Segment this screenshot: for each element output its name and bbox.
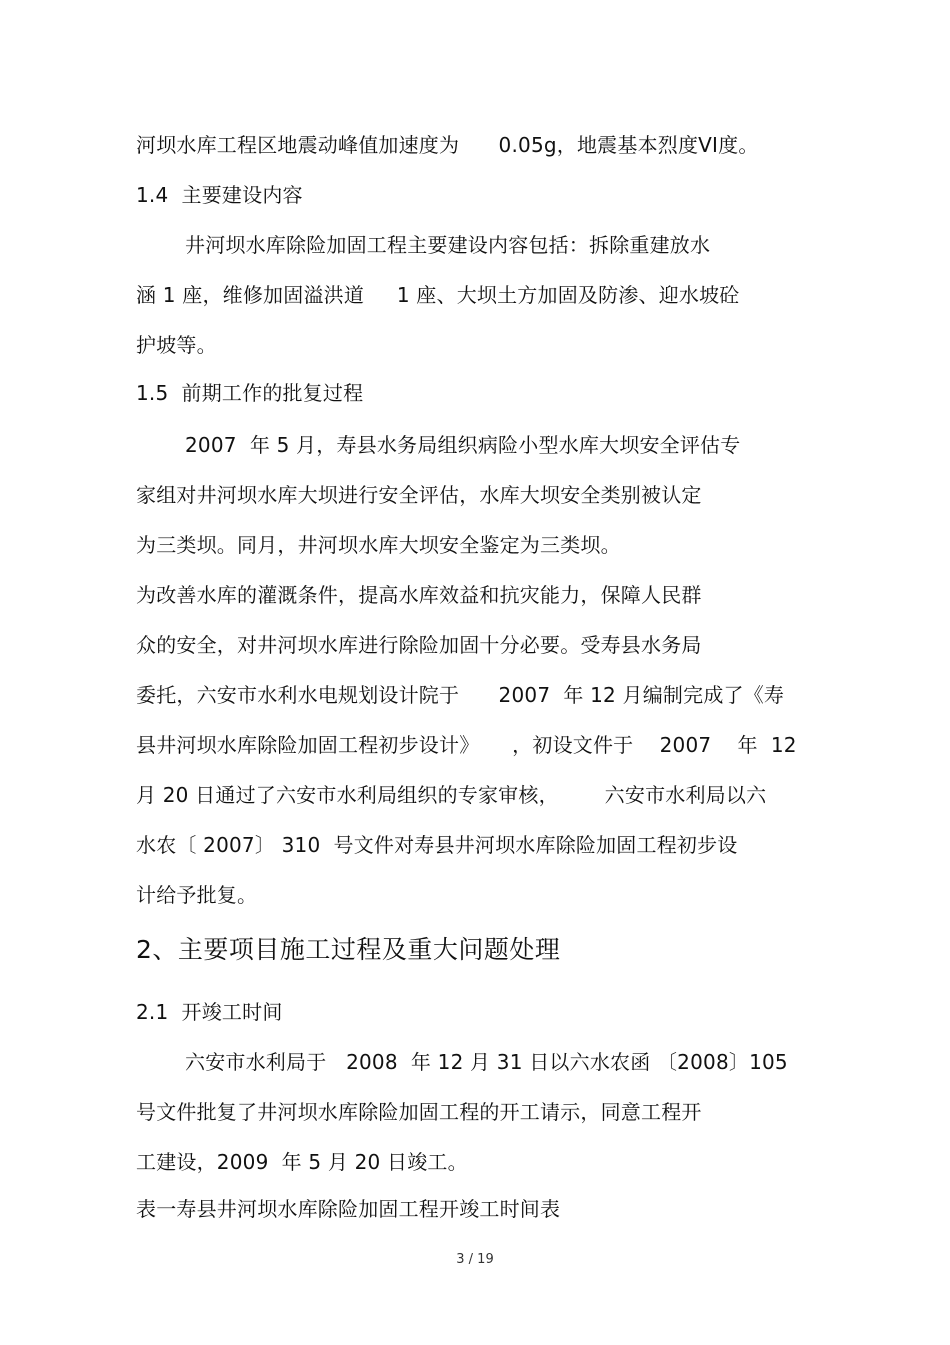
- paragraph-line: 计给予批复。: [136, 883, 258, 907]
- paragraph-line: 为三类坝。同月，井河坝水库大坝安全鉴定为三类坝。: [136, 533, 621, 557]
- paragraph-line: 护坡等。: [136, 333, 217, 357]
- paragraph-line: 工建设，2009 年 5 月 20 日竣工。: [136, 1150, 468, 1174]
- paragraph-line: 县井河坝水库除险加固工程初步设计》 ，初设文件于 2007 年 12: [136, 733, 797, 757]
- paragraph-line: 家组对井河坝水库大坝进行安全评估，水库大坝安全类别被认定: [136, 483, 702, 507]
- table-caption: 表一寿县井河坝水库除险加固工程开竣工时间表: [136, 1197, 561, 1221]
- paragraph-line: 为改善水库的灌溉条件，提高水库效益和抗灾能力，保障人民群: [136, 583, 702, 607]
- paragraph-line: 众的安全，对井河坝水库进行除险加固十分必要。受寿县水务局: [136, 633, 702, 657]
- paragraph-line: 号文件批复了井河坝水库除险加固工程的开工请示，同意工程开: [136, 1100, 702, 1124]
- section-heading-2-1: 2.1 开竣工时间: [136, 1000, 283, 1024]
- section-heading-1-5: 1.5 前期工作的批复过程: [136, 381, 364, 405]
- paragraph-line: 六安市水利局于 2008 年 12 月 31 日以六水农函 〔2008〕105: [185, 1050, 788, 1074]
- paragraph-line: 月 20 日通过了六安市水利局组织的专家审核， 六安市水利局以六: [136, 783, 767, 807]
- section-heading-2: 2、主要项目施工过程及重大问题处理: [136, 935, 561, 964]
- paragraph-line: 涵 1 座，维修加固溢洪道 1 座、大坝土方加固及防渗、迎水坡砼: [136, 283, 740, 307]
- paragraph-line: 委托，六安市水利水电规划设计院于 2007 年 12 月编制完成了《寿: [136, 683, 785, 707]
- paragraph-line: 2007 年 5 月，寿县水务局组织病险小型水库大坝安全评估专: [185, 433, 741, 457]
- paragraph-line: 河坝水库工程区地震动峰值加速度为 0.05g，地震基本烈度VI度。: [136, 133, 759, 157]
- section-heading-1-4: 1.4 主要建设内容: [136, 183, 303, 207]
- page-number: 3 / 19: [456, 1252, 494, 1267]
- paragraph-line: 井河坝水库除险加固工程主要建设内容包括：拆除重建放水: [185, 233, 711, 257]
- paragraph-line: 水农〔 2007〕 310 号文件对寿县井河坝水库除险加固工程初步设: [136, 833, 738, 857]
